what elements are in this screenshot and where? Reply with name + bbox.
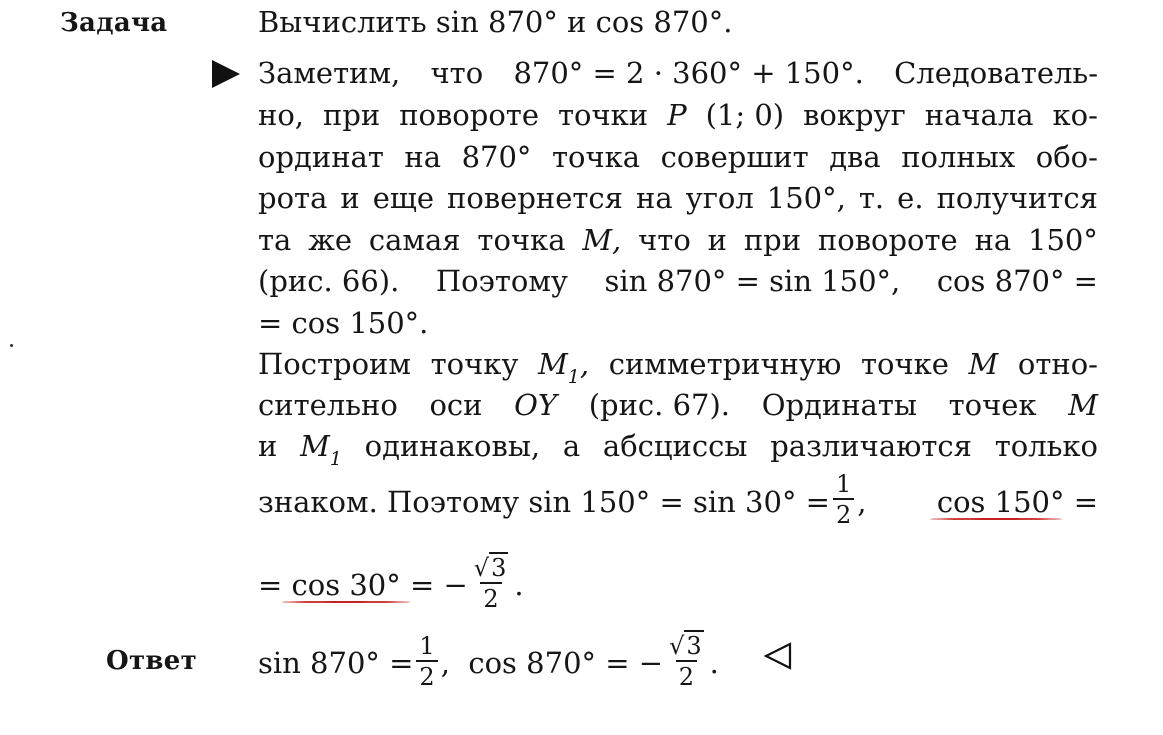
word: что bbox=[430, 56, 484, 90]
word: начала bbox=[924, 98, 1034, 132]
numerator: 1 bbox=[835, 470, 852, 498]
word: точка bbox=[551, 140, 641, 174]
word: совершит bbox=[660, 140, 809, 174]
word: повороте bbox=[399, 98, 539, 132]
word: е. bbox=[897, 181, 924, 215]
word: т. bbox=[858, 181, 885, 215]
word: точку bbox=[430, 347, 519, 381]
word: на bbox=[635, 181, 673, 215]
denominator: 2 bbox=[676, 660, 697, 689]
solution-line-11 bbox=[258, 470, 1098, 529]
word: угол bbox=[685, 181, 754, 215]
word: при bbox=[743, 223, 802, 257]
word: вокруг bbox=[803, 98, 906, 132]
equation: 870° = 2 · 360° + 150°. bbox=[513, 56, 864, 90]
solution-line-4 bbox=[258, 178, 1098, 219]
word: Ординаты bbox=[761, 388, 917, 422]
subscript: 1 bbox=[329, 448, 342, 470]
word: только bbox=[994, 429, 1098, 463]
solution-line-5 bbox=[258, 220, 1098, 261]
point-m: M, bbox=[582, 223, 622, 257]
sqrt-numerator: √3 bbox=[669, 631, 702, 660]
radicand: 3 bbox=[686, 631, 702, 660]
word: точек bbox=[948, 388, 1037, 422]
fraction-sqrt3-over-2 bbox=[471, 553, 512, 613]
word: ко- bbox=[1052, 98, 1098, 132]
word: та bbox=[258, 223, 292, 257]
solution-end-marker-icon bbox=[762, 642, 792, 670]
answer-fraction-sqrt3-over-2 bbox=[666, 631, 707, 691]
word: самая bbox=[368, 223, 461, 257]
red-underline-cos30 bbox=[282, 601, 410, 603]
word: что bbox=[638, 223, 691, 257]
answer-line bbox=[258, 630, 818, 696]
denominator: 2 bbox=[480, 582, 501, 611]
solution-line-1 bbox=[258, 53, 1098, 94]
cos-150-expression: cos 150° = bbox=[936, 484, 1098, 519]
point-p: P bbox=[667, 98, 687, 132]
coordinates: (1; 0) bbox=[705, 98, 785, 132]
word: повороте bbox=[817, 223, 958, 257]
word: 150° bbox=[1028, 223, 1098, 257]
word: и bbox=[707, 223, 727, 257]
solution-line-8 bbox=[258, 344, 1098, 388]
word: полных bbox=[901, 140, 1016, 174]
word: различаются bbox=[770, 429, 972, 463]
word: Заметим, bbox=[258, 56, 401, 90]
answer-cos-text: cos 870° = − bbox=[468, 646, 664, 680]
word: на bbox=[974, 223, 1012, 257]
answer-cos: cos 870° = − $\frac{√3}{2}$ . bbox=[468, 630, 719, 696]
cos-30-equation: = cos 30° = − $\frac{√3}{2}$ . bbox=[258, 552, 524, 618]
numerator: 1 bbox=[419, 631, 435, 660]
solution-line-3 bbox=[258, 137, 1098, 178]
solution-start-marker-icon bbox=[212, 60, 240, 88]
word: рота bbox=[258, 181, 328, 215]
answer-fraction-one-half bbox=[416, 631, 437, 691]
answer-label: Ответ bbox=[106, 646, 197, 676]
equation-text: знаком. Поэтому sin 150° = sin 30° = bbox=[258, 484, 830, 519]
solution-line-7 bbox=[258, 303, 1098, 344]
word: Следователь- bbox=[894, 56, 1098, 90]
word: одинаковы, bbox=[364, 429, 541, 463]
task-label: Задача bbox=[60, 8, 168, 38]
equation-text: = cos 30° = − bbox=[258, 568, 468, 602]
equation: = cos 150°. bbox=[258, 306, 429, 340]
point-m1: $M_1$ bbox=[300, 429, 342, 470]
word: точка bbox=[477, 223, 566, 257]
radicand: 3 bbox=[491, 553, 507, 582]
point-m: M bbox=[1068, 388, 1098, 422]
word: повернется bbox=[447, 181, 623, 215]
denominator: 2 bbox=[416, 660, 437, 689]
word: точке bbox=[860, 347, 949, 381]
word: еще bbox=[372, 181, 435, 215]
word: Построим bbox=[258, 347, 411, 381]
denominator: 2 bbox=[833, 498, 854, 527]
answer-sin-text: sin 870° = bbox=[258, 646, 414, 680]
point-m1: $M_1$, bbox=[538, 347, 590, 388]
word: при bbox=[322, 98, 381, 132]
solution-line-10 bbox=[258, 426, 1098, 470]
word: два bbox=[829, 140, 881, 174]
task-statement bbox=[258, 2, 1098, 43]
fraction-one-half bbox=[833, 472, 854, 527]
word: и bbox=[340, 181, 360, 215]
stray-dot bbox=[10, 344, 13, 347]
word: и bbox=[258, 429, 278, 463]
axis-oy: OY bbox=[514, 388, 558, 422]
word: ординат bbox=[258, 140, 384, 174]
word: обо- bbox=[1035, 140, 1098, 174]
solution-line-2 bbox=[258, 95, 1098, 136]
word: сительно bbox=[258, 388, 398, 422]
solution-line-9 bbox=[258, 385, 1098, 426]
sin-equation: знаком. Поэтому sin 150° = sin 30° = $\frac{1}{2}$ , bbox=[258, 470, 867, 529]
figure-ref: (рис. 67). bbox=[588, 388, 731, 422]
equation: cos 870° = bbox=[936, 264, 1098, 298]
word: абсциссы bbox=[602, 429, 748, 463]
equation: sin 870° = sin 150°, bbox=[604, 264, 901, 298]
word: получится bbox=[936, 181, 1098, 215]
point-m: M bbox=[968, 347, 999, 381]
answer-sin: sin 870° = $\frac{1}{2}$ , bbox=[258, 630, 468, 696]
solution-line-12 bbox=[258, 552, 1098, 618]
subscript: 1 bbox=[567, 366, 580, 388]
word: 150°, bbox=[766, 181, 846, 215]
task-statement-text: Вычислить sin 870° и cos 870°. bbox=[258, 5, 733, 39]
word: отно- bbox=[1017, 347, 1098, 381]
word: на bbox=[404, 140, 442, 174]
solution-line-6 bbox=[258, 261, 1098, 302]
sqrt-numerator: √3 bbox=[473, 553, 507, 582]
word: но, bbox=[258, 98, 305, 132]
figure-ref: (рис. 66). bbox=[258, 264, 400, 298]
red-underline-cos150 bbox=[930, 518, 1062, 520]
word: 870° bbox=[461, 140, 532, 174]
word: оси bbox=[429, 388, 483, 422]
word: же bbox=[308, 223, 353, 257]
word: симметричную bbox=[608, 347, 842, 381]
word: а bbox=[562, 429, 581, 463]
word: Поэтому bbox=[435, 264, 568, 298]
word: точки bbox=[557, 98, 649, 132]
